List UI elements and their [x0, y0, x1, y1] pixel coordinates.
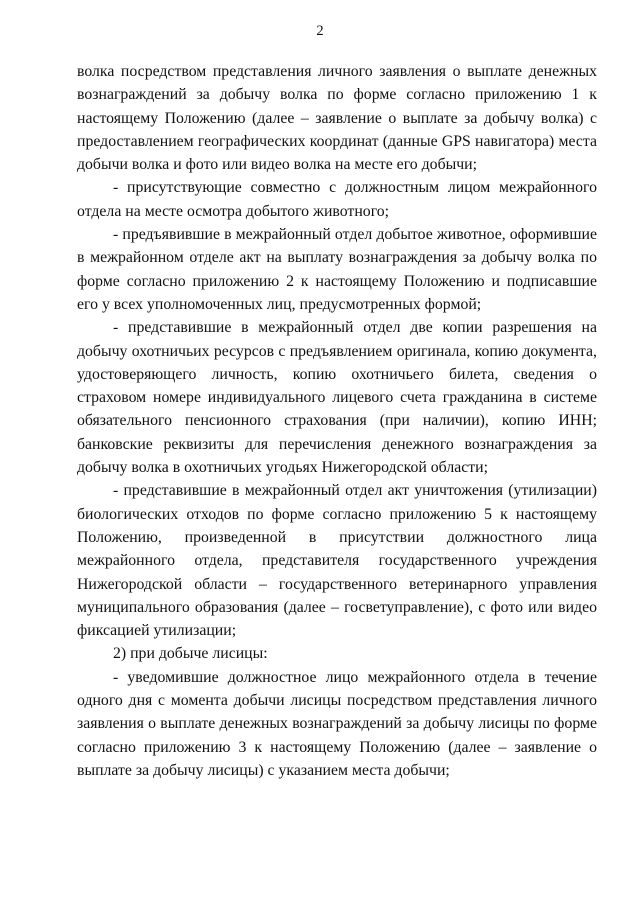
paragraph-list-item: - предъявившие в межрайонный отдел добытое животное, оформившие в межрайонном отделе акт на выплату вознаграждения за добычу волка по форме согласно приложению 2 к настоящему Положению и подписавшие его у всех уполномоченных лиц, предусмотренных формой;: [77, 226, 597, 313]
paragraph-list-item: - присутствующие совместно с должностным лицом межрайонного отдела на месте осмотра добытого животного;: [77, 179, 597, 220]
document-body: [77, 60, 597, 782]
paragraph-list-item: - представившие в межрайонный отдел акт уничтожения (утилизации) биологических отходов по форме согласно приложению 5 к настоящему Положению, произведенной в присутствии должностного лица межрайонного отдела, представителя государственного учреждения Нижегородской области – государственного ветеринарного управления муниципального образования (далее – госветуправление), с фото или видео фиксацией утилизации;: [77, 482, 597, 640]
paragraph-section-heading: 2) при добыче лисицы:: [113, 645, 268, 663]
paragraph-list-item: - представившие в межрайонный отдел две копии разрешения на добычу охотничьих ресурсов с предъявлением оригинала, копию документа, удостоверяющего личность, копию охотничьего билета, сведения о страховом номере индивидуального лицевого счета гражданина в системе обязательного пенсионного страхования (при наличии), копию ИНН; банковские реквизиты для перечисления денежного вознаграждения за добычу волка в охотничьих угодьях Нижегородской области;: [77, 319, 597, 477]
paragraph-list-item: - уведомившие должностное лицо межрайонного отдела в течение одного дня с момента добычи лисицы посредством представления личного заявления о выплате денежных вознаграждений за добычу лисицы по форме согласно приложению 3 к настоящему Положению (далее – заявление о выплате за добычу лисицы) с указанием места добычи;: [77, 668, 597, 779]
paragraph-continuation: волка посредством представления личного заявления о выплате денежных вознаграждений за добычу волка по форме согласно приложению 1 к настоящему Положению (далее – заявление о выплате за добычу волка) с предоставлением географических координат (данные GPS навигатора) места добычи волка и фото или видео волка на месте его добычи;: [77, 63, 597, 174]
page-number: 2: [316, 23, 324, 39]
